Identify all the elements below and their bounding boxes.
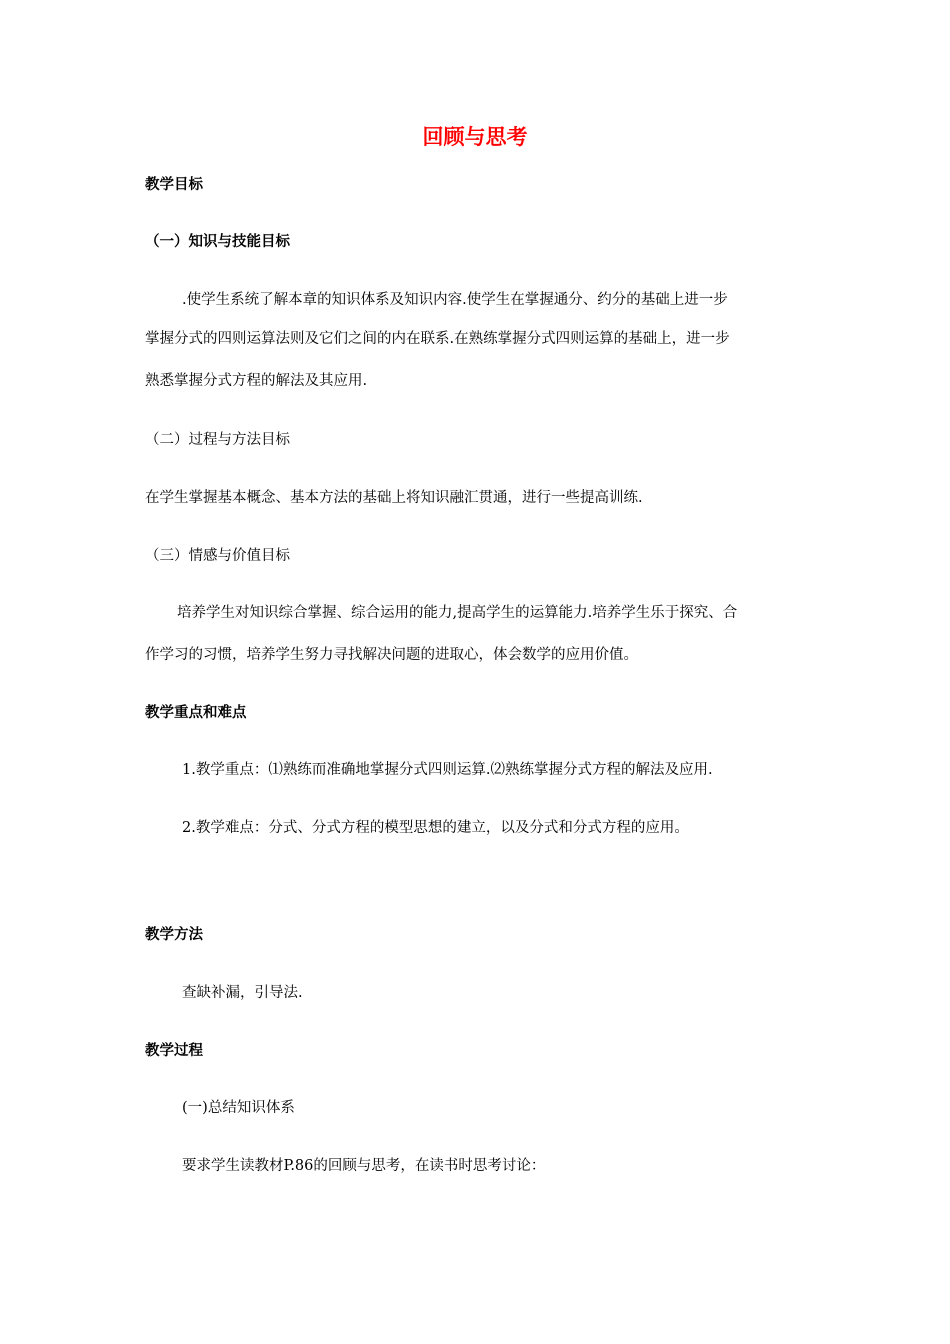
subheading-knowledge-skills: （一）知识与技能目标 [145, 234, 290, 250]
section-heading-methods: 教学方法 [145, 927, 203, 943]
document-title: 回顾与思考 [422, 125, 528, 149]
paragraph-line: 查缺补漏，引导法. [182, 985, 303, 1001]
paragraph-line: 掌握分式的四则运算法则及它们之间的内在联系.在熟练掌握分式四则运算的基础上，进一步 [145, 331, 730, 347]
paragraph-line: 要求学生读教材P.86的回顾与思考，在读书时思考讨论： [182, 1158, 546, 1174]
paragraph-line: 在学生掌握基本概念、基本方法的基础上将知识融汇贯通，进行一些提高训练. [145, 490, 643, 506]
paragraph-line: 培养学生对知识综合掌握、综合运用的能力,提高学生的运算能力.培养学生乐于探究、合 [177, 605, 738, 621]
section-heading-objectives: 教学目标 [145, 177, 203, 193]
paragraph-line: .使学生系统了解本章的知识体系及知识内容.使学生在掌握通分、约分的基础上进一步 [182, 292, 728, 308]
paragraph-line: 作学习的习惯，培养学生努力寻找解决问题的进取心，体会数学的应用价值。 [145, 647, 638, 663]
section-heading-process: 教学过程 [145, 1043, 203, 1059]
list-item: 1.教学重点：⑴熟练而准确地掌握分式四则运算.⑵熟练掌握分式方程的解法及应用. [182, 762, 713, 778]
section-heading-key-points: 教学重点和难点 [145, 705, 247, 721]
list-item: 2.教学难点：分式、分式方程的模型思想的建立，以及分式和分式方程的应用。 [182, 820, 689, 836]
paragraph-line: 熟悉掌握分式方程的解法及其应用. [145, 373, 368, 389]
subheading-process-method: （二）过程与方法目标 [145, 432, 290, 448]
subheading-emotion-value: （三）情感与价值目标 [145, 548, 290, 564]
subheading-summary: (一)总结知识体系 [182, 1100, 295, 1116]
